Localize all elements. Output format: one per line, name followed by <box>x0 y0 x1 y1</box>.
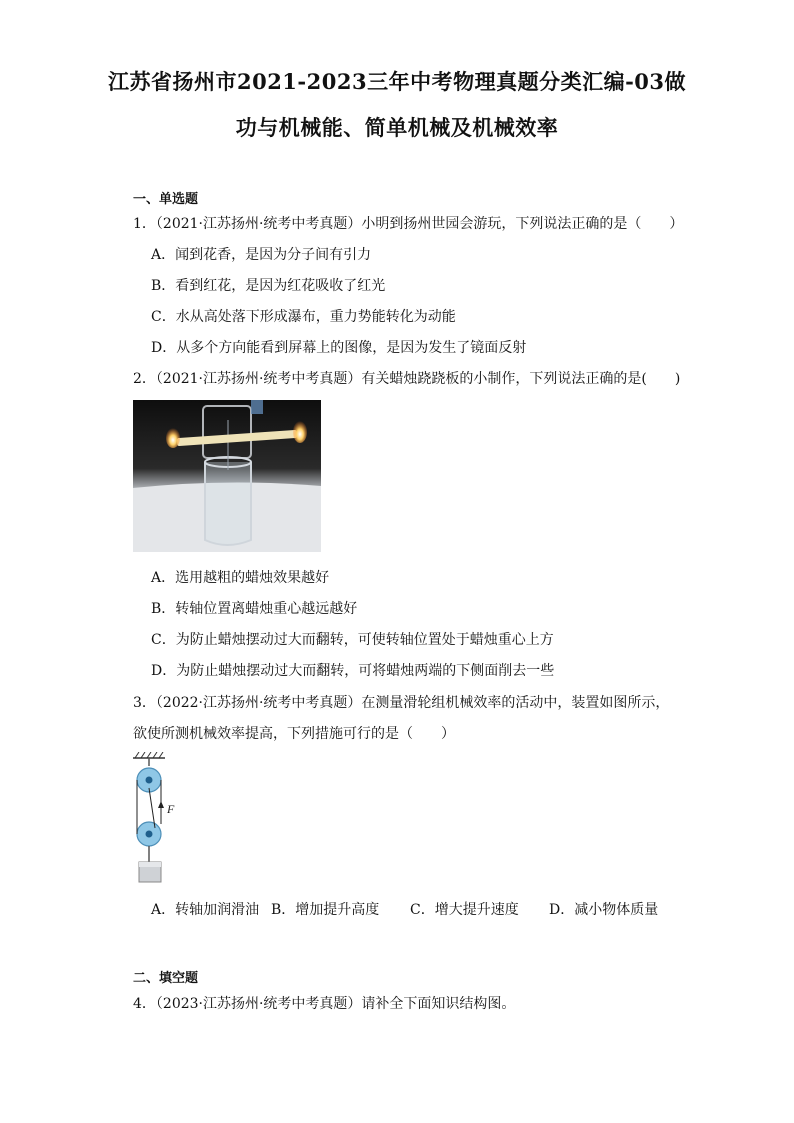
section-heading-fill-blank: 二、填空题 <box>133 971 199 986</box>
candle-seesaw-photo <box>133 400 321 552</box>
question-2-option-c: C．为防止蜡烛摆动过大而翻转，可使转轴位置处于蜡烛重心上方 <box>151 632 554 648</box>
question-2-option-d: D．为防止蜡烛摆动过大而翻转，可将蜡烛两端的下侧面削去一些 <box>151 663 555 679</box>
question-2-option-a: A．选用越粗的蜡烛效果越好 <box>151 570 330 586</box>
question-3-stem-line-2: 欲使所测机械效率提高，下列措施可行的是（ ） <box>133 726 455 742</box>
question-2-option-b: B．转轴位置离蜡烛重心越远越好 <box>151 601 358 617</box>
question-3-option-b: B．增加提升高度 <box>271 902 380 918</box>
question-1-option-b: B．看到红花，是因为红花吸收了红光 <box>151 278 386 294</box>
section-heading-single-choice: 一、单选题 <box>133 192 199 207</box>
question-1-option-a: A．闻到花香，是因为分子间有引力 <box>151 247 372 263</box>
question-4-stem: 4．（2023·江苏扬州·统考中考真题）请补全下面知识结构图。 <box>133 996 516 1012</box>
question-1-option-c: C．水从高处落下形成瀑布，重力势能转化为动能 <box>151 309 456 325</box>
question-3-stem-line-1: 3．（2022·江苏扬州·统考中考真题）在测量滑轮组机械效率的活动中，装置如图所示， <box>133 695 670 711</box>
title-line-1: 江苏省扬州市2021-2023三年中考物理真题分类汇编-03做 <box>107 69 687 94</box>
question-3-option-d: D．减小物体质量 <box>549 902 659 918</box>
question-1-stem: 1．（2021·江苏扬州·统考中考真题）小明到扬州世园会游玩，下列说法正确的是（ ） <box>133 216 684 232</box>
pulley-system-diagram <box>133 752 193 887</box>
title-line-2: 功与机械能、简单机械及机械效率 <box>235 115 559 140</box>
question-3-option-a: A．转轴加润滑油 <box>151 902 260 918</box>
question-2-stem: 2．（2021·江苏扬州·统考中考真题）有关蜡烛跷跷板的小制作，下列说法正确的是( ) <box>133 371 681 387</box>
question-3-option-c: C．增大提升速度 <box>410 902 519 918</box>
question-1-option-d: D．从多个方向能看到屏幕上的图像，是因为发生了镜面反射 <box>151 340 527 356</box>
force-label: F <box>167 802 175 816</box>
